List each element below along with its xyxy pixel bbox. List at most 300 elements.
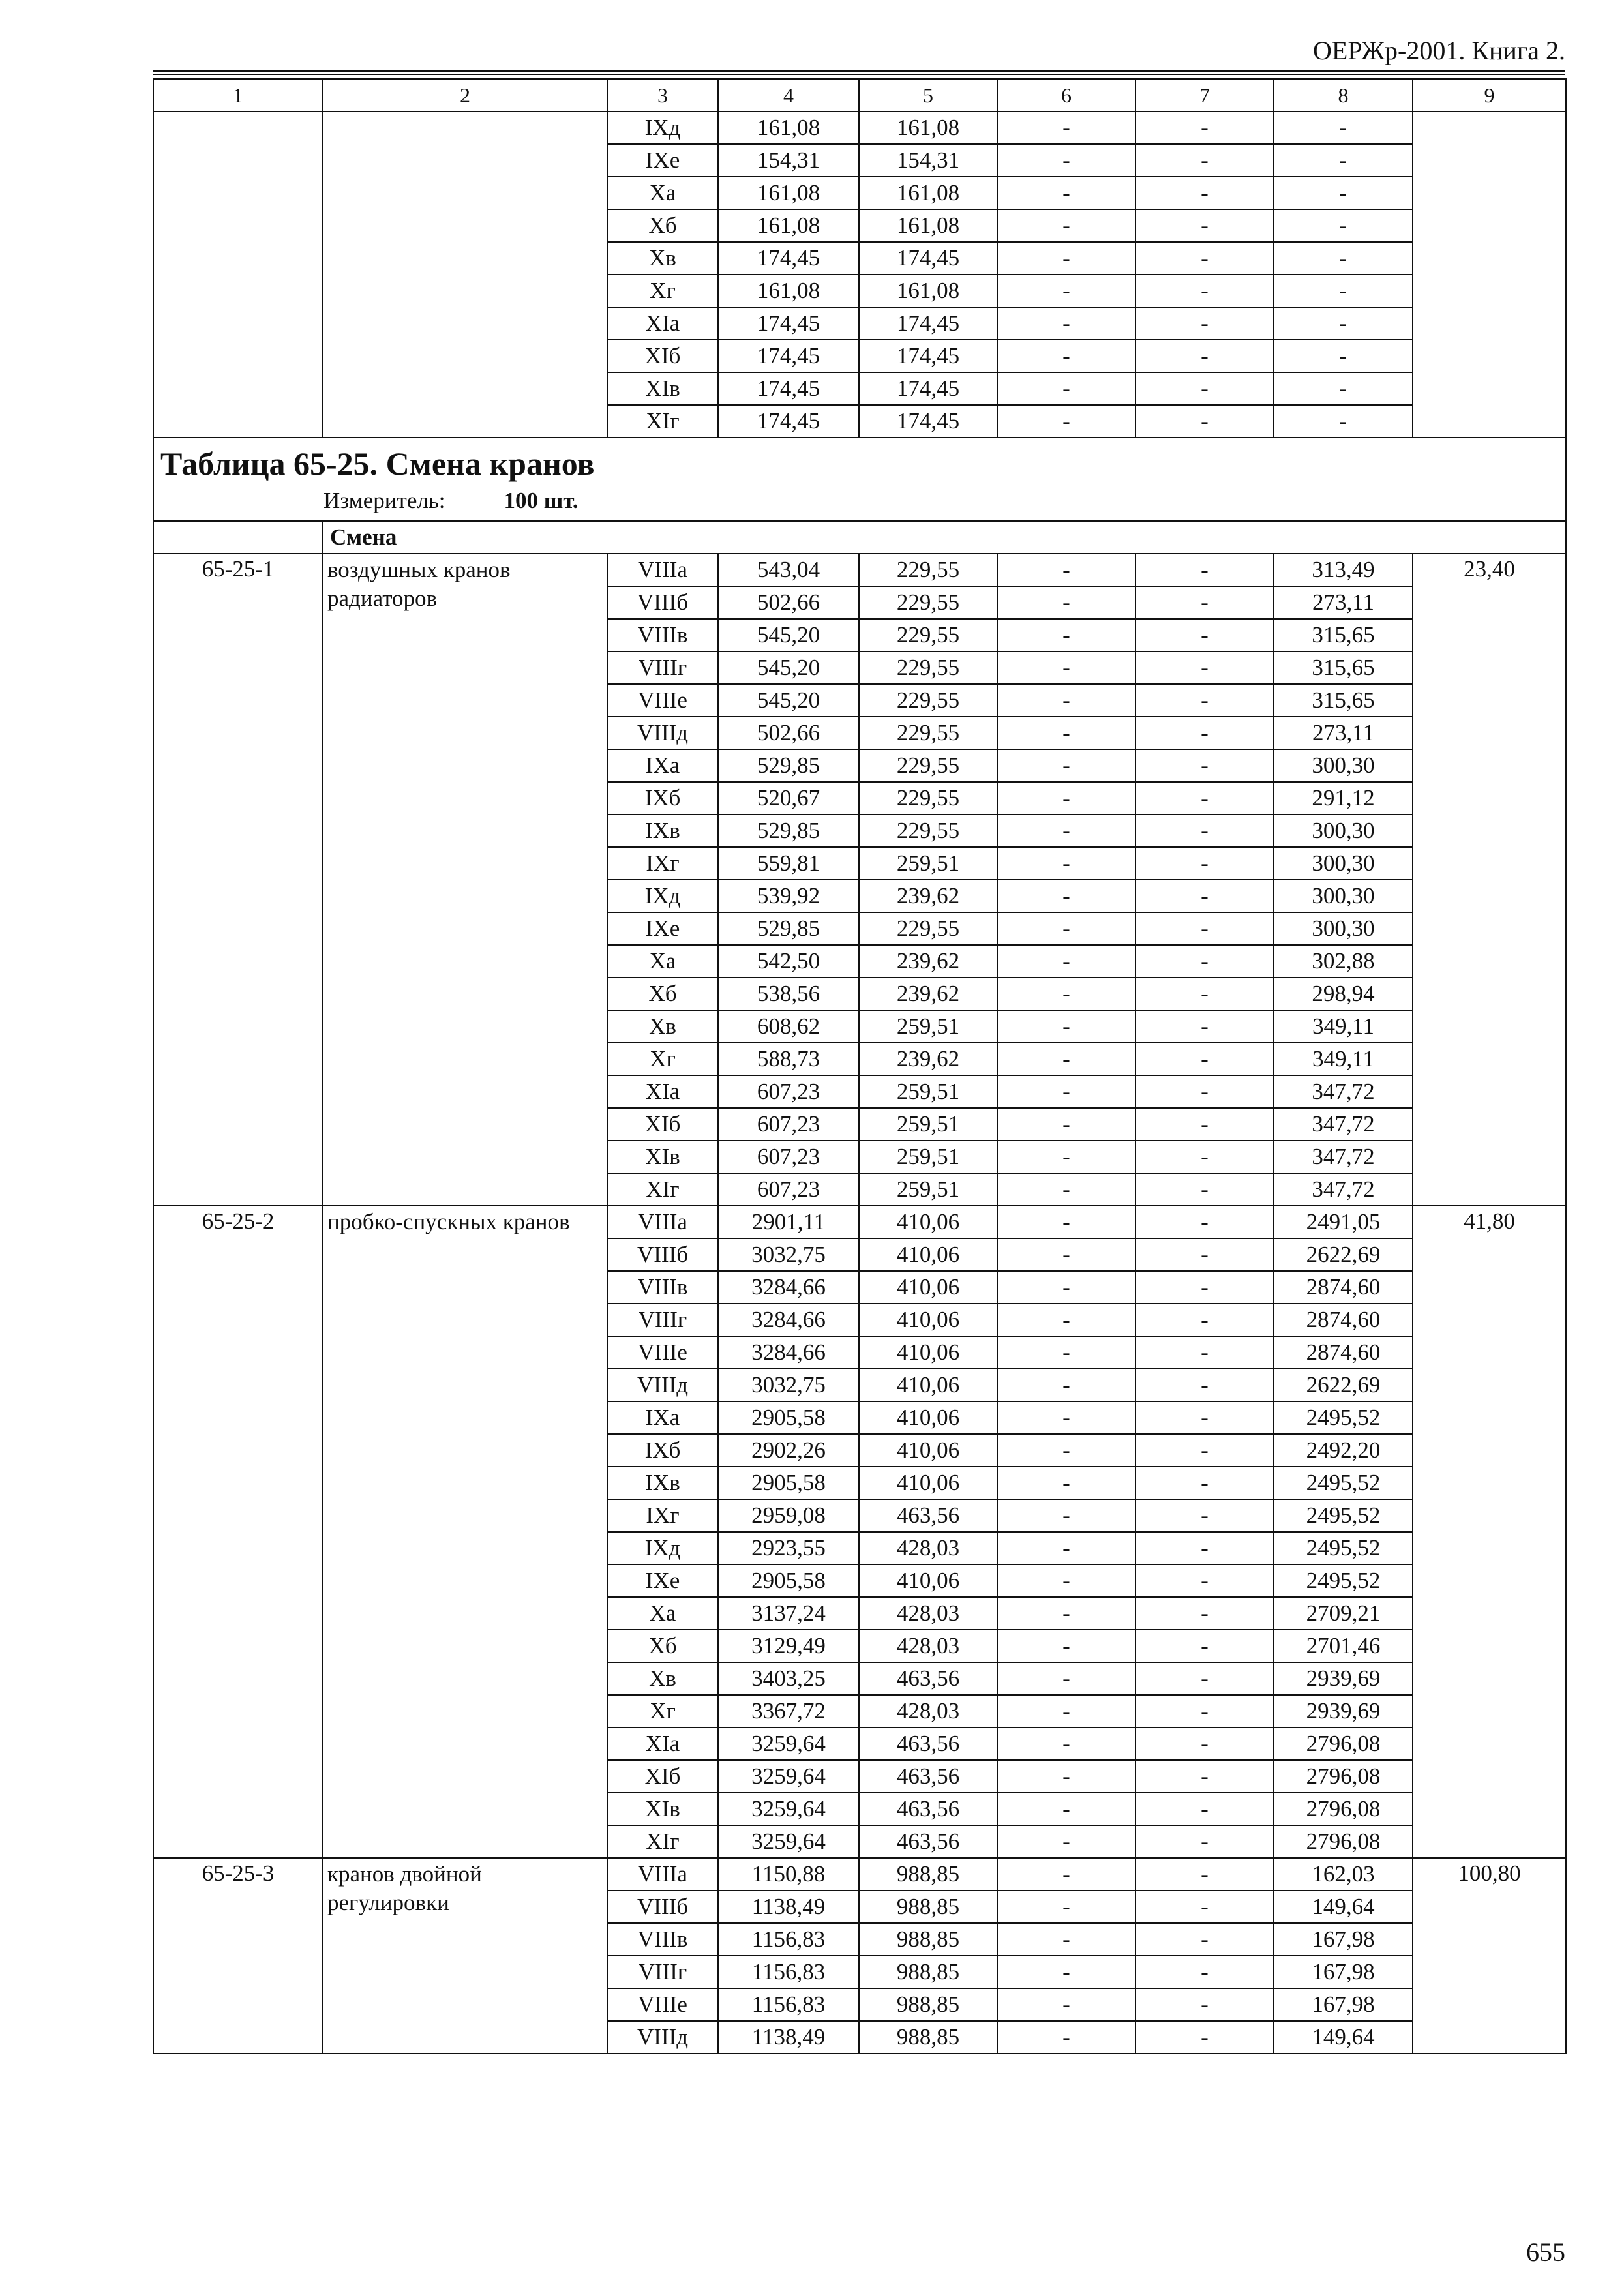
total-cost-cell: 3032,75 xyxy=(718,1238,859,1271)
page-number: 655 xyxy=(1526,2237,1565,2267)
materials-cost-cell: 315,65 xyxy=(1274,619,1413,651)
tier-cell: VIIIе xyxy=(607,1336,718,1369)
machine-cost-cell: - xyxy=(997,307,1135,340)
machine-cost-cell: - xyxy=(997,1695,1135,1728)
total-cost-cell: 520,67 xyxy=(718,782,859,815)
labor-cost-cell: 410,06 xyxy=(859,1271,997,1304)
total-cost-cell: 542,50 xyxy=(718,945,859,978)
labor-cost-cell: 410,06 xyxy=(859,1238,997,1271)
machine-cost-cell: - xyxy=(997,1010,1135,1043)
machine-cost-cell: - xyxy=(997,1793,1135,1825)
machine-cost-cell: - xyxy=(997,112,1135,144)
driver-wage-cell: - xyxy=(1135,1075,1274,1108)
tier-cell: XIб xyxy=(607,340,718,372)
materials-cost-cell: 349,11 xyxy=(1274,1010,1413,1043)
driver-wage-cell: - xyxy=(1135,1532,1274,1564)
materials-cost-cell: 298,94 xyxy=(1274,978,1413,1010)
tier-cell: XIв xyxy=(607,372,718,405)
total-cost-cell: 161,08 xyxy=(718,177,859,209)
tier-cell: Xв xyxy=(607,1662,718,1695)
materials-cost-cell: 2796,08 xyxy=(1274,1825,1413,1858)
machine-cost-cell: - xyxy=(997,717,1135,749)
materials-cost-cell: 2491,05 xyxy=(1274,1206,1413,1238)
labor-cost-cell: 410,06 xyxy=(859,1434,997,1467)
materials-cost-cell: - xyxy=(1274,340,1413,372)
table-title: Таблица 65-25. Смена кранов xyxy=(160,445,595,482)
labor-cost-cell: 239,62 xyxy=(859,1043,997,1075)
tier-cell: VIIIб xyxy=(607,1891,718,1923)
labor-cost-cell: 463,56 xyxy=(859,1662,997,1695)
labor-cost-cell: 428,03 xyxy=(859,1532,997,1564)
machine-cost-cell: - xyxy=(997,1858,1135,1891)
total-cost-cell: 559,81 xyxy=(718,847,859,880)
total-cost-cell: 3259,64 xyxy=(718,1825,859,1858)
driver-wage-cell: - xyxy=(1135,1662,1274,1695)
materials-cost-cell: - xyxy=(1274,307,1413,340)
column-number: 7 xyxy=(1135,79,1274,112)
driver-wage-cell: - xyxy=(1135,717,1274,749)
driver-wage-cell: - xyxy=(1135,1858,1274,1891)
total-cost-cell: 174,45 xyxy=(718,307,859,340)
tier-cell: XIб xyxy=(607,1760,718,1793)
machine-cost-cell: - xyxy=(997,651,1135,684)
labor-cost-cell: 988,85 xyxy=(859,1891,997,1923)
labor-cost-cell: 174,45 xyxy=(859,340,997,372)
column-number: 8 xyxy=(1274,79,1413,112)
tier-cell: Xа xyxy=(607,177,718,209)
materials-cost-cell: 313,49 xyxy=(1274,554,1413,586)
tier-cell: Xб xyxy=(607,1630,718,1662)
materials-cost-cell: 2796,08 xyxy=(1274,1760,1413,1793)
tier-cell: XIа xyxy=(607,1728,718,1760)
total-cost-cell: 3129,49 xyxy=(718,1630,859,1662)
labor-cost-cell: 239,62 xyxy=(859,945,997,978)
driver-wage-cell: - xyxy=(1135,1336,1274,1369)
rates-table xyxy=(153,78,1567,2054)
tier-cell: VIIIе xyxy=(607,1988,718,2021)
driver-wage-cell: - xyxy=(1135,782,1274,815)
column-number: 6 xyxy=(997,79,1135,112)
materials-cost-cell: 2492,20 xyxy=(1274,1434,1413,1467)
total-cost-cell: 607,23 xyxy=(718,1141,859,1173)
driver-wage-cell: - xyxy=(1135,209,1274,242)
tier-cell: VIIIа xyxy=(607,1206,718,1238)
driver-wage-cell: - xyxy=(1135,880,1274,912)
machine-cost-cell: - xyxy=(997,1499,1135,1532)
driver-wage-cell: - xyxy=(1135,1010,1274,1043)
labor-cost-cell: 239,62 xyxy=(859,880,997,912)
materials-cost-cell: - xyxy=(1274,112,1413,144)
column-number: 5 xyxy=(859,79,997,112)
labor-cost-cell: 229,55 xyxy=(859,717,997,749)
total-cost-cell: 1138,49 xyxy=(718,1891,859,1923)
materials-cost-cell: 2622,69 xyxy=(1274,1238,1413,1271)
machine-cost-cell: - xyxy=(997,1141,1135,1173)
table-title-row xyxy=(153,438,1566,521)
total-cost-cell: 161,08 xyxy=(718,112,859,144)
tier-cell: IXд xyxy=(607,112,718,144)
materials-cost-cell: 273,11 xyxy=(1274,586,1413,619)
total-cost-cell: 2923,55 xyxy=(718,1532,859,1564)
machine-cost-cell: - xyxy=(997,1923,1135,1956)
total-cost-cell: 545,20 xyxy=(718,651,859,684)
item-description: воздушных кранов радиаторов xyxy=(323,554,607,1206)
materials-cost-cell: 2495,52 xyxy=(1274,1532,1413,1564)
machine-cost-cell: - xyxy=(997,978,1135,1010)
materials-cost-cell: 300,30 xyxy=(1274,847,1413,880)
labor-cost-cell: 239,62 xyxy=(859,978,997,1010)
machine-cost-cell: - xyxy=(997,405,1135,438)
code-cell xyxy=(153,521,323,554)
machine-cost-cell: - xyxy=(997,1662,1135,1695)
materials-cost-cell: 2939,69 xyxy=(1274,1662,1413,1695)
total-cost-cell: 174,45 xyxy=(718,372,859,405)
machine-cost-cell: - xyxy=(997,177,1135,209)
materials-cost-cell: 2796,08 xyxy=(1274,1793,1413,1825)
driver-wage-cell: - xyxy=(1135,275,1274,307)
materials-cost-cell: 291,12 xyxy=(1274,782,1413,815)
driver-wage-cell: - xyxy=(1135,2021,1274,2054)
total-cost-cell: 3259,64 xyxy=(718,1760,859,1793)
labor-cost-cell: 463,56 xyxy=(859,1760,997,1793)
labor-cost-cell: 229,55 xyxy=(859,586,997,619)
measure-line xyxy=(160,489,1559,512)
machine-cost-cell: - xyxy=(997,144,1135,177)
machine-cost-cell: - xyxy=(997,912,1135,945)
driver-wage-cell: - xyxy=(1135,1564,1274,1597)
driver-wage-cell: - xyxy=(1135,749,1274,782)
labor-cost-cell: 988,85 xyxy=(859,1858,997,1891)
materials-cost-cell: 162,03 xyxy=(1274,1858,1413,1891)
driver-wage-cell: - xyxy=(1135,554,1274,586)
total-cost-cell: 3367,72 xyxy=(718,1695,859,1728)
document-header: ОЕРЖр-2001. Книга 2. xyxy=(1313,36,1565,65)
tier-cell: VIIIд xyxy=(607,2021,718,2054)
labor-cost-cell: 428,03 xyxy=(859,1597,997,1630)
machine-cost-cell: - xyxy=(997,1564,1135,1597)
tier-cell: XIб xyxy=(607,1108,718,1141)
materials-cost-cell: 302,88 xyxy=(1274,945,1413,978)
labor-cost-cell: 174,45 xyxy=(859,307,997,340)
driver-wage-cell: - xyxy=(1135,945,1274,978)
column-numbers-row xyxy=(153,79,1566,112)
column-number: 9 xyxy=(1413,79,1566,112)
materials-cost-cell: 2495,52 xyxy=(1274,1564,1413,1597)
machine-cost-cell: - xyxy=(997,945,1135,978)
tier-cell: IXг xyxy=(607,847,718,880)
column-number: 2 xyxy=(323,79,607,112)
driver-wage-cell: - xyxy=(1135,1141,1274,1173)
labor-cost-cell: 229,55 xyxy=(859,782,997,815)
total-cost-cell: 2905,58 xyxy=(718,1467,859,1499)
driver-wage-cell: - xyxy=(1135,847,1274,880)
materials-cost-cell: 300,30 xyxy=(1274,815,1413,847)
driver-wage-cell: - xyxy=(1135,619,1274,651)
driver-wage-cell: - xyxy=(1135,1043,1274,1075)
total-cost-cell: 539,92 xyxy=(718,880,859,912)
machine-cost-cell: - xyxy=(997,1336,1135,1369)
labor-cost-cell: 259,51 xyxy=(859,1075,997,1108)
labor-cost-cell: 161,08 xyxy=(859,177,997,209)
tier-cell: IXв xyxy=(607,815,718,847)
materials-cost-cell: 149,64 xyxy=(1274,1891,1413,1923)
driver-wage-cell: - xyxy=(1135,651,1274,684)
driver-wage-cell: - xyxy=(1135,1499,1274,1532)
driver-wage-cell: - xyxy=(1135,1467,1274,1499)
total-cost-cell: 161,08 xyxy=(718,209,859,242)
machine-cost-cell: - xyxy=(997,1467,1135,1499)
machine-cost-cell: - xyxy=(997,749,1135,782)
total-cost-cell: 2905,58 xyxy=(718,1564,859,1597)
labor-cost-cell: 988,85 xyxy=(859,1988,997,2021)
tier-cell: VIIIв xyxy=(607,1923,718,1956)
tier-cell: IXе xyxy=(607,1564,718,1597)
driver-wage-cell: - xyxy=(1135,1793,1274,1825)
materials-cost-cell: 315,65 xyxy=(1274,684,1413,717)
driver-wage-cell: - xyxy=(1135,1108,1274,1141)
machine-cost-cell: - xyxy=(997,1988,1135,2021)
header-rule-thin xyxy=(153,74,1565,75)
labor-cost-cell: 229,55 xyxy=(859,815,997,847)
labor-cost-cell: 259,51 xyxy=(859,847,997,880)
driver-wage-cell: - xyxy=(1135,112,1274,144)
machine-cost-cell: - xyxy=(997,1238,1135,1271)
tier-cell: IXб xyxy=(607,782,718,815)
tier-cell: VIIIг xyxy=(607,1304,718,1336)
tier-cell: Xб xyxy=(607,978,718,1010)
total-cost-cell: 3403,25 xyxy=(718,1662,859,1695)
tier-cell: Xб xyxy=(607,209,718,242)
driver-wage-cell: - xyxy=(1135,1956,1274,1988)
tier-cell: Xг xyxy=(607,275,718,307)
machine-cost-cell: - xyxy=(997,1369,1135,1401)
machine-cost-cell: - xyxy=(997,209,1135,242)
materials-cost-cell: 2701,46 xyxy=(1274,1630,1413,1662)
tier-cell: IXа xyxy=(607,1401,718,1434)
driver-wage-cell: - xyxy=(1135,1401,1274,1434)
total-cost-cell: 588,73 xyxy=(718,1043,859,1075)
total-cost-cell: 3032,75 xyxy=(718,1369,859,1401)
driver-wage-cell: - xyxy=(1135,1271,1274,1304)
total-cost-cell: 608,62 xyxy=(718,1010,859,1043)
driver-wage-cell: - xyxy=(1135,1206,1274,1238)
driver-wage-cell: - xyxy=(1135,1891,1274,1923)
table-row xyxy=(153,554,1566,586)
driver-wage-cell: - xyxy=(1135,340,1274,372)
tier-cell: Xа xyxy=(607,1597,718,1630)
machine-cost-cell: - xyxy=(997,782,1135,815)
total-cost-cell: 1156,83 xyxy=(718,1923,859,1956)
total-cost-cell: 2902,26 xyxy=(718,1434,859,1467)
labor-cost-cell: 463,56 xyxy=(859,1499,997,1532)
machine-cost-cell: - xyxy=(997,1825,1135,1858)
materials-cost-cell: 167,98 xyxy=(1274,1988,1413,2021)
materials-cost-cell: 349,11 xyxy=(1274,1043,1413,1075)
item-code: 65-25-3 xyxy=(153,1858,323,2054)
driver-wage-cell: - xyxy=(1135,307,1274,340)
machine-cost-cell: - xyxy=(997,1728,1135,1760)
machine-cost-cell: - xyxy=(997,1532,1135,1564)
labor-cost-cell: 259,51 xyxy=(859,1173,997,1206)
section-title: Смена xyxy=(323,521,1566,554)
total-cost-cell: 545,20 xyxy=(718,684,859,717)
driver-wage-cell: - xyxy=(1135,177,1274,209)
total-cost-cell: 161,08 xyxy=(718,275,859,307)
total-cost-cell: 1156,83 xyxy=(718,1956,859,1988)
labor-cost-cell: 988,85 xyxy=(859,1923,997,1956)
code-cell xyxy=(153,112,323,438)
materials-cost-cell: - xyxy=(1274,144,1413,177)
total-cost-cell: 3259,64 xyxy=(718,1793,859,1825)
machine-cost-cell: - xyxy=(997,1075,1135,1108)
tier-cell: Xг xyxy=(607,1043,718,1075)
tier-cell: XIа xyxy=(607,307,718,340)
machine-cost-cell: - xyxy=(997,1401,1135,1434)
tier-cell: IXе xyxy=(607,912,718,945)
tier-cell: VIIIд xyxy=(607,717,718,749)
total-cost-cell: 607,23 xyxy=(718,1173,859,1206)
total-cost-cell: 2959,08 xyxy=(718,1499,859,1532)
materials-cost-cell: - xyxy=(1274,242,1413,275)
labor-cost-cell: 229,55 xyxy=(859,912,997,945)
tier-cell: VIIIб xyxy=(607,1238,718,1271)
materials-cost-cell: 2495,52 xyxy=(1274,1467,1413,1499)
materials-cost-cell: 2495,52 xyxy=(1274,1499,1413,1532)
driver-wage-cell: - xyxy=(1135,1695,1274,1728)
machine-cost-cell: - xyxy=(997,619,1135,651)
column-number: 3 xyxy=(607,79,718,112)
materials-cost-cell: - xyxy=(1274,177,1413,209)
tier-cell: VIIIг xyxy=(607,1956,718,1988)
labor-cost-cell: 428,03 xyxy=(859,1695,997,1728)
total-cost-cell: 3284,66 xyxy=(718,1336,859,1369)
machine-cost-cell: - xyxy=(997,554,1135,586)
materials-cost-cell: 273,11 xyxy=(1274,717,1413,749)
labor-hours-cell xyxy=(1413,112,1566,438)
labor-cost-cell: 428,03 xyxy=(859,1630,997,1662)
measure-value: 100 шт. xyxy=(504,488,579,513)
labor-cost-cell: 410,06 xyxy=(859,1369,997,1401)
materials-cost-cell: 347,72 xyxy=(1274,1141,1413,1173)
materials-cost-cell: 2874,60 xyxy=(1274,1336,1413,1369)
labor-cost-cell: 463,56 xyxy=(859,1793,997,1825)
materials-cost-cell: 347,72 xyxy=(1274,1173,1413,1206)
item-description: пробко-спускных кранов xyxy=(323,1206,607,1858)
labor-cost-cell: 988,85 xyxy=(859,1956,997,1988)
driver-wage-cell: - xyxy=(1135,1630,1274,1662)
materials-cost-cell: 347,72 xyxy=(1274,1075,1413,1108)
materials-cost-cell: 2874,60 xyxy=(1274,1271,1413,1304)
driver-wage-cell: - xyxy=(1135,978,1274,1010)
materials-cost-cell: - xyxy=(1274,405,1413,438)
total-cost-cell: 538,56 xyxy=(718,978,859,1010)
tier-cell: Xа xyxy=(607,945,718,978)
labor-cost-cell: 161,08 xyxy=(859,112,997,144)
total-cost-cell: 174,45 xyxy=(718,242,859,275)
machine-cost-cell: - xyxy=(997,372,1135,405)
tier-cell: Xг xyxy=(607,1695,718,1728)
materials-cost-cell: 300,30 xyxy=(1274,749,1413,782)
driver-wage-cell: - xyxy=(1135,144,1274,177)
labor-cost-cell: 174,45 xyxy=(859,405,997,438)
item-code: 65-25-2 xyxy=(153,1206,323,1858)
machine-cost-cell: - xyxy=(997,1173,1135,1206)
machine-cost-cell: - xyxy=(997,242,1135,275)
machine-cost-cell: - xyxy=(997,1304,1135,1336)
tier-cell: VIIIв xyxy=(607,1271,718,1304)
total-cost-cell: 607,23 xyxy=(718,1108,859,1141)
total-cost-cell: 545,20 xyxy=(718,619,859,651)
total-cost-cell: 529,85 xyxy=(718,749,859,782)
tier-cell: XIг xyxy=(607,1825,718,1858)
driver-wage-cell: - xyxy=(1135,1304,1274,1336)
labor-cost-cell: 988,85 xyxy=(859,2021,997,2054)
driver-wage-cell: - xyxy=(1135,1597,1274,1630)
tier-cell: IXб xyxy=(607,1434,718,1467)
driver-wage-cell: - xyxy=(1135,242,1274,275)
materials-cost-cell: - xyxy=(1274,372,1413,405)
labor-cost-cell: 410,06 xyxy=(859,1206,997,1238)
total-cost-cell: 154,31 xyxy=(718,144,859,177)
total-cost-cell: 1138,49 xyxy=(718,2021,859,2054)
labor-cost-cell: 174,45 xyxy=(859,242,997,275)
labor-cost-cell: 174,45 xyxy=(859,372,997,405)
measure-label: Измеритель: xyxy=(323,488,445,513)
labor-cost-cell: 410,06 xyxy=(859,1336,997,1369)
column-number: 4 xyxy=(718,79,859,112)
table-row xyxy=(153,1858,1566,1891)
machine-cost-cell: - xyxy=(997,1760,1135,1793)
materials-cost-cell: - xyxy=(1274,275,1413,307)
item-code: 65-25-1 xyxy=(153,554,323,1206)
labor-cost-cell: 463,56 xyxy=(859,1728,997,1760)
total-cost-cell: 2901,11 xyxy=(718,1206,859,1238)
machine-cost-cell: - xyxy=(997,847,1135,880)
labor-hours: 23,40 xyxy=(1413,554,1566,1206)
materials-cost-cell: 167,98 xyxy=(1274,1956,1413,1988)
labor-cost-cell: 410,06 xyxy=(859,1564,997,1597)
driver-wage-cell: - xyxy=(1135,372,1274,405)
driver-wage-cell: - xyxy=(1135,405,1274,438)
labor-hours: 100,80 xyxy=(1413,1858,1566,2054)
materials-cost-cell: - xyxy=(1274,209,1413,242)
labor-hours: 41,80 xyxy=(1413,1206,1566,1858)
machine-cost-cell: - xyxy=(997,815,1135,847)
tier-cell: IXг xyxy=(607,1499,718,1532)
tier-cell: Xв xyxy=(607,1010,718,1043)
tier-cell: IXд xyxy=(607,1532,718,1564)
driver-wage-cell: - xyxy=(1135,1173,1274,1206)
tier-cell: VIIIд xyxy=(607,1369,718,1401)
description-cell xyxy=(323,112,607,438)
machine-cost-cell: - xyxy=(997,1043,1135,1075)
item-description: кранов двойной регулировки xyxy=(323,1858,607,2054)
machine-cost-cell: - xyxy=(997,1630,1135,1662)
machine-cost-cell: - xyxy=(997,275,1135,307)
labor-cost-cell: 259,51 xyxy=(859,1108,997,1141)
labor-cost-cell: 259,51 xyxy=(859,1010,997,1043)
machine-cost-cell: - xyxy=(997,1597,1135,1630)
tier-cell: VIIIб xyxy=(607,586,718,619)
machine-cost-cell: - xyxy=(997,586,1135,619)
total-cost-cell: 3284,66 xyxy=(718,1271,859,1304)
table-row xyxy=(153,1206,1566,1238)
total-cost-cell: 1156,83 xyxy=(718,1988,859,2021)
machine-cost-cell: - xyxy=(997,1434,1135,1467)
labor-cost-cell: 410,06 xyxy=(859,1401,997,1434)
machine-cost-cell: - xyxy=(997,2021,1135,2054)
machine-cost-cell: - xyxy=(997,1206,1135,1238)
